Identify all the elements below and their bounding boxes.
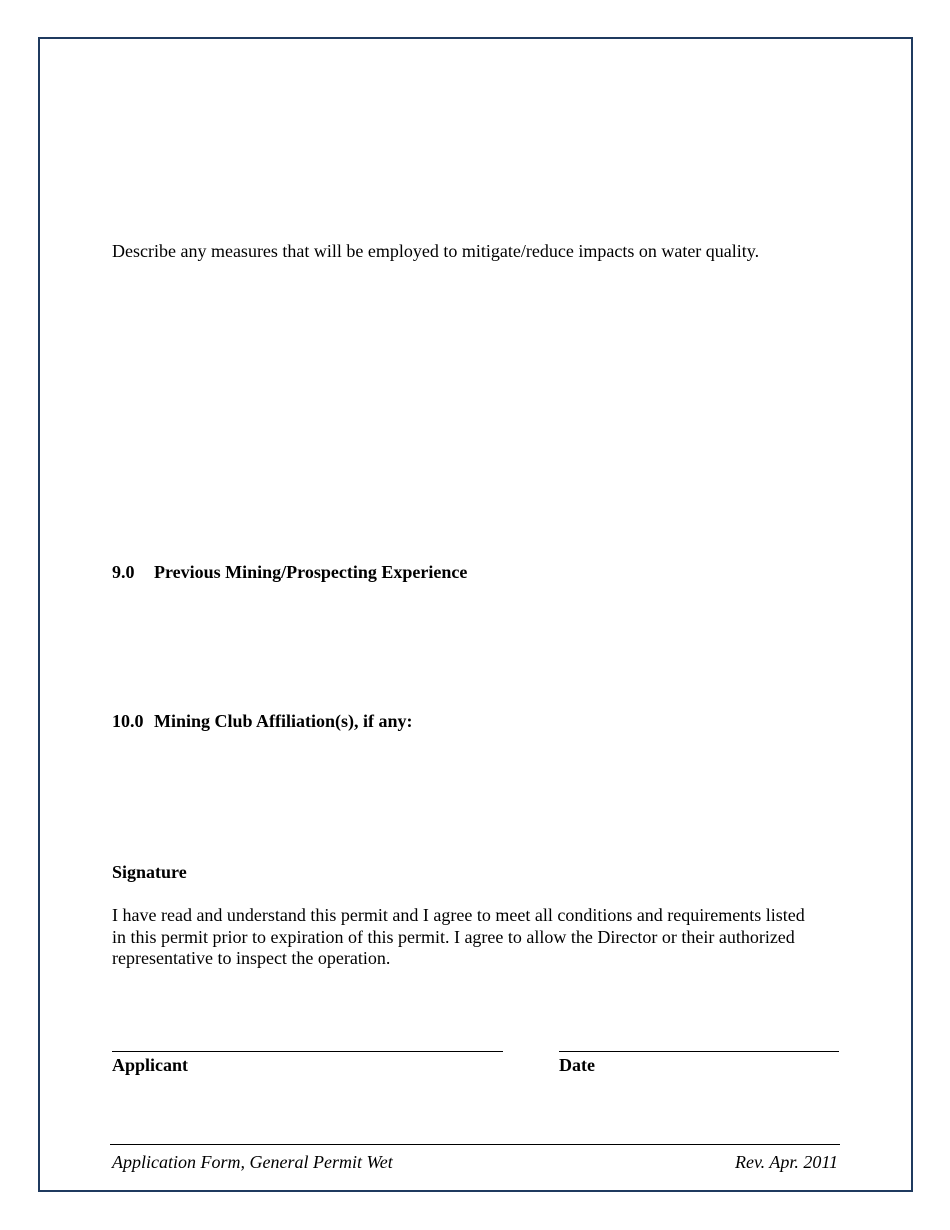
statement-line: in this permit prior to expiration of this permit. I agree to allow the Director or their authorized [112, 926, 795, 947]
footer-revision: Rev. Apr. 2011 [735, 1152, 838, 1172]
section-title: Mining Club Affiliation(s), if any: [154, 711, 413, 731]
footer-divider [110, 1144, 840, 1145]
page-border [38, 37, 913, 1192]
section-heading-experience [112, 562, 467, 583]
applicant-signature-line[interactable] [112, 1051, 503, 1052]
section-heading-club [112, 711, 413, 732]
section-title: Previous Mining/Prospecting Experience [154, 562, 468, 582]
water-quality-prompt: Describe any measures that will be employed to mitigate/reduce impacts on water quality. [112, 241, 760, 261]
statement-line: I have read and understand this permit and I agree to meet all conditions and requirements listed [112, 905, 805, 925]
applicant-label: Applicant [112, 1055, 189, 1075]
signature-heading: Signature [112, 862, 187, 882]
footer-form-title: Application Form, General Permit Wet [112, 1152, 393, 1172]
date-label: Date [559, 1055, 595, 1075]
section-number: 9.0 [112, 562, 135, 582]
date-signature-line[interactable] [559, 1051, 839, 1052]
signature-statement [112, 905, 842, 970]
section-number: 10.0 [112, 711, 144, 731]
statement-line: representative to inspect the operation. [112, 948, 391, 968]
